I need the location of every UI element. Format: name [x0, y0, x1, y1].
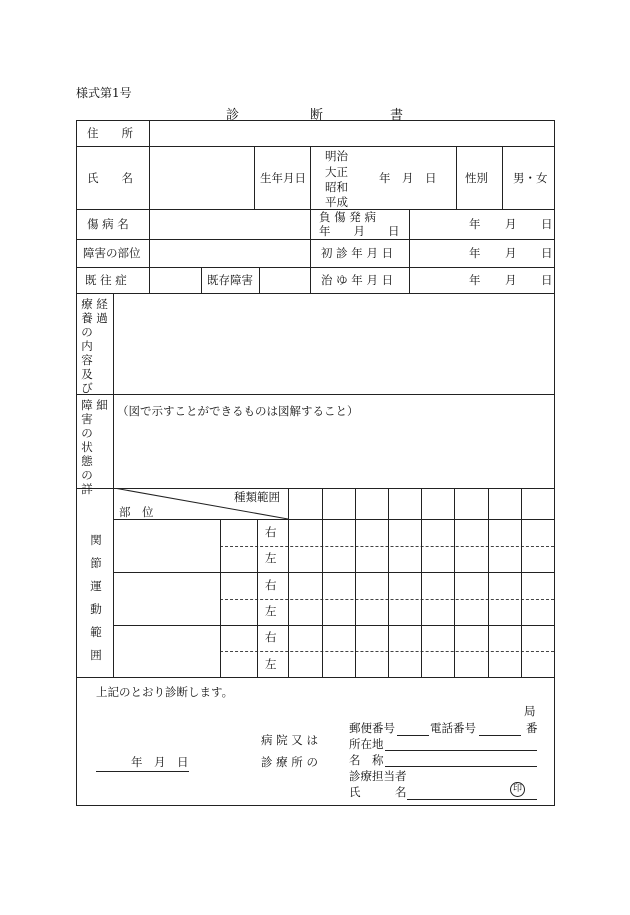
medical-history-label: 既 往 症 [85, 273, 127, 287]
era-showa: 昭和 [325, 180, 348, 194]
sex-label: 性別 [465, 171, 488, 185]
certify-date: 年 月 日 [131, 755, 189, 769]
phone-label: 電話番号 [430, 721, 476, 735]
bureau-label: 局 [524, 704, 536, 718]
first-visit-year: 年 [469, 246, 481, 260]
phone-field[interactable] [479, 735, 521, 736]
disability-detail-label-col2: 細 [96, 398, 108, 412]
hospital-label-1: 病 院 又 は [261, 733, 318, 747]
name-field[interactable] [150, 147, 254, 209]
title-char-1: 診 [226, 108, 240, 123]
location-label: 所在地 [349, 737, 384, 751]
disability-part-field[interactable] [150, 240, 310, 267]
diagnosis-form [76, 120, 555, 806]
birthdate-ymd: 年 月 日 [379, 171, 437, 185]
birthdate-label: 生年月日 [260, 171, 306, 185]
doctor-label: 診療担当者 [349, 769, 407, 783]
certify-statement: 上記のとおり診断します。 [96, 685, 234, 699]
onset-year: 年 [469, 217, 481, 231]
person-name-field[interactable] [407, 799, 537, 800]
ban-label: 番 [526, 721, 538, 735]
seal-mark: 印 [510, 782, 525, 797]
era-meiji: 明治 [325, 149, 348, 163]
form-number: 様式第1号 [76, 86, 132, 100]
title-char-2: 断 [310, 108, 324, 123]
name-label: 氏 名 [87, 171, 133, 185]
sex-options[interactable]: 男・女 [513, 171, 548, 185]
cure-month: 月 [505, 273, 517, 287]
facility-name-label: 名 称 [349, 753, 384, 767]
person-name-label: 氏 名 [349, 785, 407, 799]
cure-date-label: 治 ゆ 年 月 日 [321, 273, 394, 287]
existing-disability-field[interactable] [260, 268, 310, 293]
rom-side-right-2: 右 [265, 578, 277, 592]
rom-header-part: 部 位 [119, 505, 154, 519]
rom-label: 関 節 運 動 範 囲 [90, 533, 102, 662]
disability-detail-field[interactable] [114, 419, 554, 488]
title-char-3: 書 [390, 108, 404, 123]
postal-code-field[interactable] [397, 735, 429, 736]
existing-disability-label: 既存障害 [207, 273, 253, 287]
disability-part-label: 障害の部位 [83, 246, 141, 260]
first-visit-day: 日 [541, 246, 553, 260]
onset-day: 日 [541, 217, 553, 231]
onset-label-1: 負 傷 発 病 [319, 210, 376, 224]
treatment-label-col2: 経 過 [96, 297, 108, 325]
address-field[interactable] [150, 121, 554, 146]
rom-side-right-3: 右 [265, 630, 277, 644]
onset-label-2: 年 月 日 [319, 224, 400, 238]
postal-code-label: 郵便番号 [349, 721, 395, 735]
cure-day: 日 [541, 273, 553, 287]
era-heisei: 平成 [325, 195, 348, 209]
injury-name-field[interactable] [150, 210, 310, 239]
rom-side-left-2: 左 [265, 604, 277, 618]
cure-year: 年 [469, 273, 481, 287]
facility-name-field[interactable] [385, 766, 537, 767]
rom-header-type: 種類範囲 [234, 490, 280, 504]
treatment-label-col1: 療 養 の 内 容 及 び [81, 297, 93, 395]
disability-detail-note: （図で示すことができるものは図解すること） [117, 404, 359, 418]
rom-side-left-1: 左 [265, 551, 277, 565]
treatment-course-field[interactable] [114, 294, 554, 394]
address-label: 住 所 [87, 126, 133, 140]
onset-month: 月 [505, 217, 517, 231]
rom-side-left-3: 左 [265, 657, 277, 671]
first-visit-month: 月 [505, 246, 517, 260]
disability-detail-label-col1: 障 害 の 状 態 の 詳 [81, 398, 93, 496]
medical-history-field[interactable] [150, 268, 201, 293]
location-field[interactable] [385, 750, 537, 751]
hospital-label-2: 診 療 所 の [261, 755, 318, 769]
first-visit-label: 初 診 年 月 日 [321, 246, 394, 260]
era-taisho: 大正 [325, 165, 348, 179]
injury-name-label: 傷 病 名 [87, 217, 129, 231]
rom-side-right-1: 右 [265, 525, 277, 539]
